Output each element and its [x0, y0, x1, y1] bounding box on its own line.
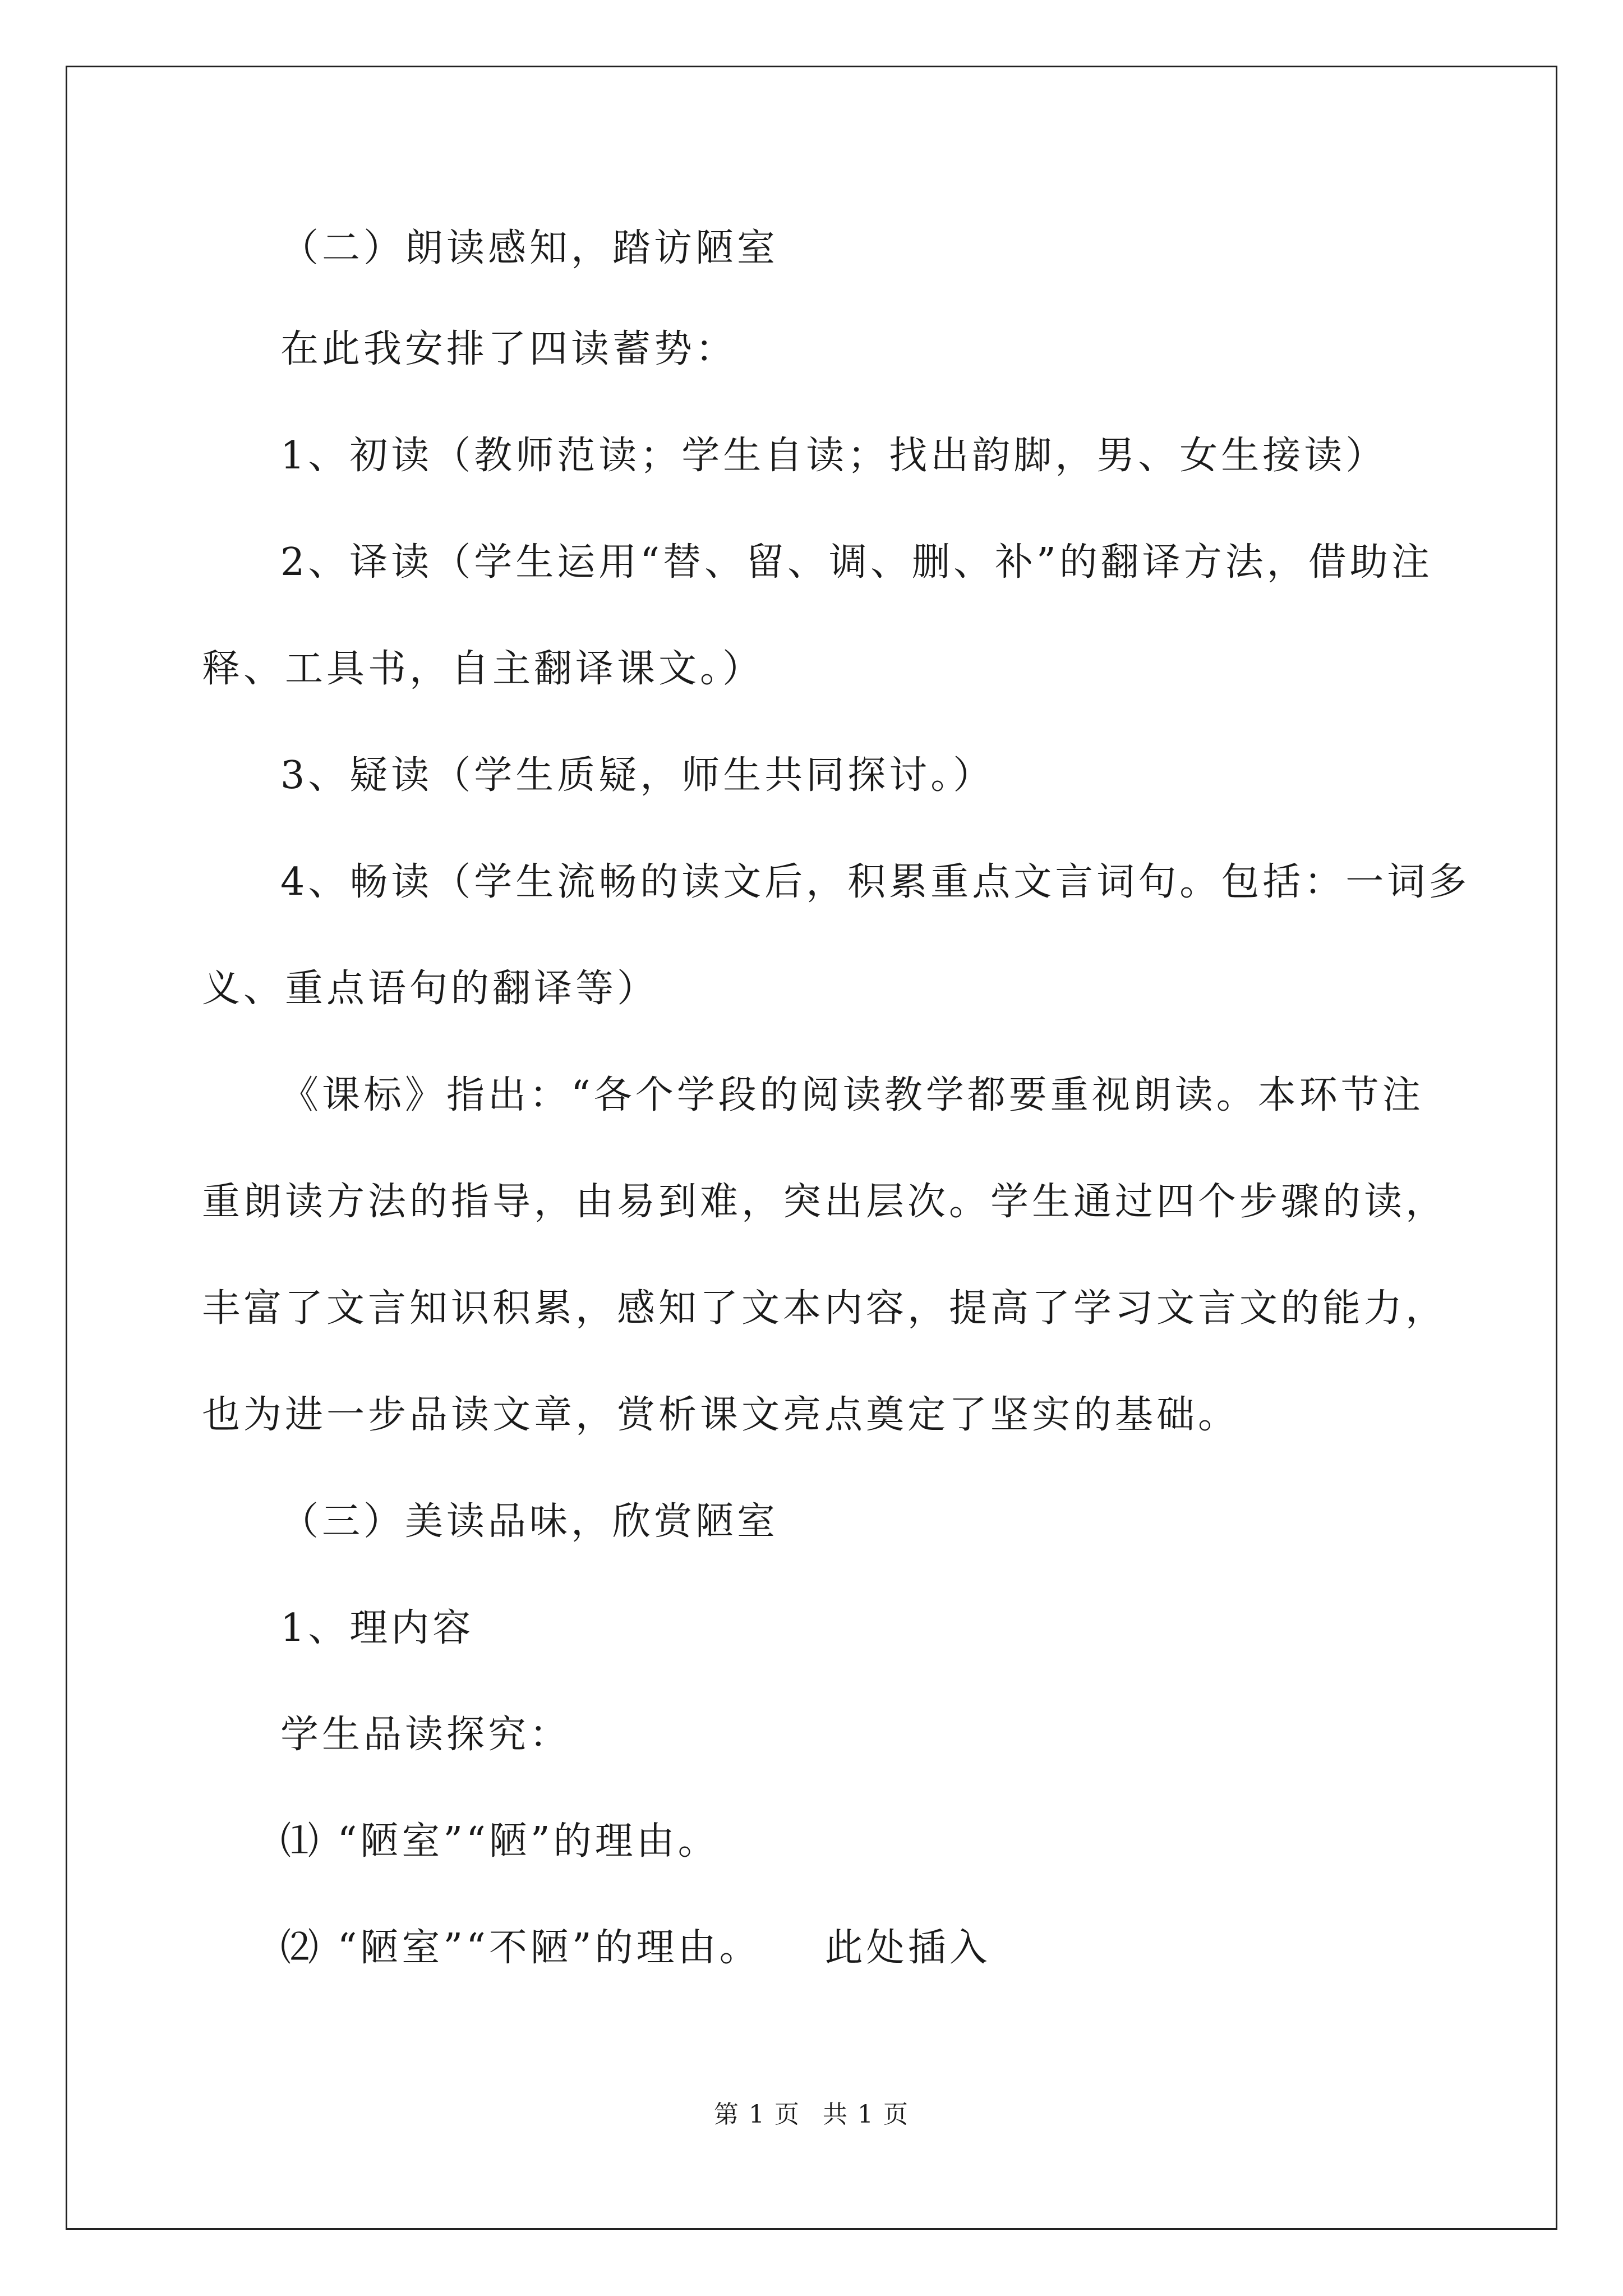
page-total: 共 1 页	[823, 2100, 909, 2129]
page-border	[66, 66, 1557, 2230]
page-number: 第 1 页	[714, 2100, 800, 2129]
page-footer	[0, 2098, 1623, 2132]
paragraph-line: 丰富了文言知识积累，感知了文本内容，提高了学习文言文的能力，	[202, 1286, 1447, 1331]
paragraph-line: 也为进一步品读文章，赏析课文亮点奠定了坚实的基础。	[202, 1393, 1240, 1437]
paragraph-line: 在此我安排了四读蓄势：	[280, 327, 737, 371]
section-heading: （三）美读品味，欣赏陋室	[280, 1499, 779, 1544]
list-item: ⑵ “陋室”“不陋”的理由。 此处插入	[280, 1926, 991, 1970]
list-item: 4、畅读（学生流畅的读文后，积累重点文言词句。包括：一词多	[280, 860, 1470, 904]
list-item: ⑴ “陋室”“陋”的理由。	[280, 1819, 720, 1864]
list-item: 3、疑读（学生质疑，师生共同探讨。）	[280, 753, 995, 798]
paragraph-line: 义、重点语句的翻译等）	[202, 967, 659, 1011]
list-item: 1、理内容	[280, 1606, 474, 1650]
list-item: 2、译读（学生运用“替、留、调、删、补”的翻译方法，借助注	[280, 540, 1433, 585]
paragraph-line: 《课标》指出：“各个学段的阅读教学都要重视朗读。本环节注	[280, 1073, 1424, 1117]
section-heading: （二）朗读感知，踏访陋室	[280, 226, 779, 270]
paragraph-line: 释、工具书，自主翻译课文。）	[202, 647, 764, 691]
paragraph-line: 重朗读方法的指导，由易到难，突出层次。学生通过四个步骤的读，	[202, 1180, 1447, 1224]
paragraph-line: 学生品读探究：	[280, 1713, 571, 1757]
list-item: 1、初读（教师范读；学生自读；找出韵脚，男、女生接读）	[280, 434, 1387, 478]
